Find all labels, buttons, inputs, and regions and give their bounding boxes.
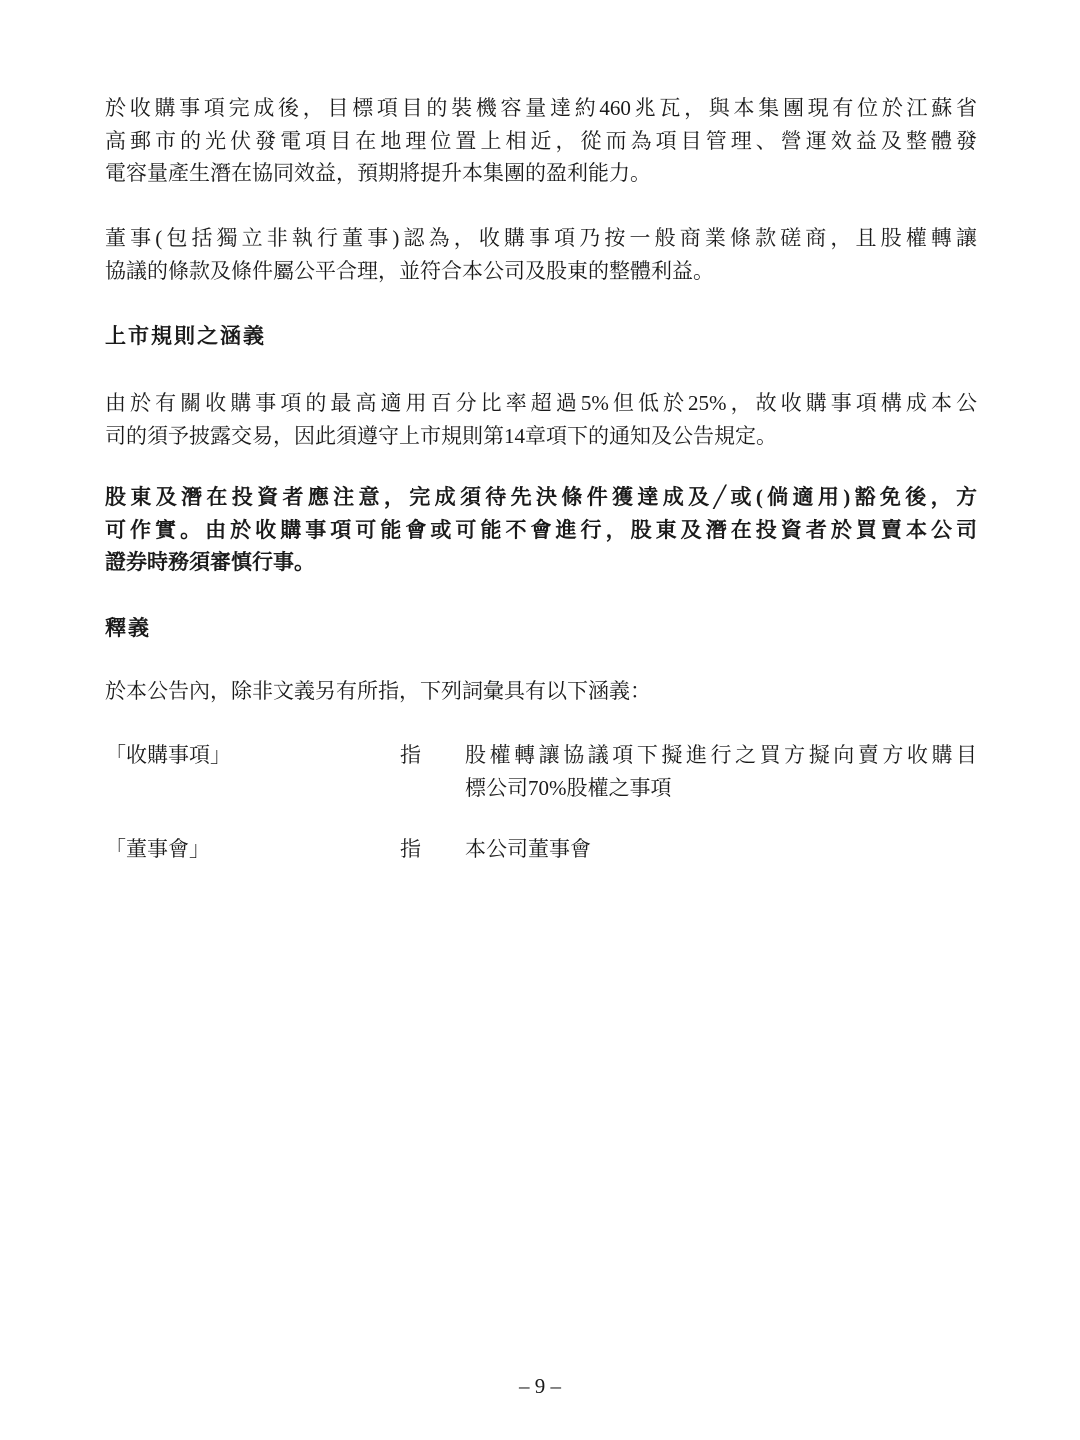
text-line: 於本公告內，除非文義另有所指，下列詞彙具有以下涵義： xyxy=(105,679,651,703)
definition-text: 標公司70%股權之事項 xyxy=(465,775,672,800)
page-number: – 9 – xyxy=(519,1374,561,1398)
paragraph-directors-view xyxy=(105,222,977,287)
warning-paragraph xyxy=(105,481,977,579)
text-line: 高郵市的光伏發電項目在地理位置上相近，從而為項目管理、營運效益及整體發 xyxy=(105,128,977,153)
paragraph-synergy xyxy=(105,92,977,190)
definition-text: 本公司董事會 xyxy=(465,837,591,861)
definition-separator: 指 xyxy=(400,743,421,767)
definition-separator: 指 xyxy=(400,837,421,861)
text-line: 董事(包括獨立非執行董事)認為，收購事項乃按一般商業條款磋商，且股權轉讓 xyxy=(105,226,977,250)
section-heading-definitions xyxy=(105,612,977,645)
definition-term: 「董事會」 xyxy=(105,837,210,861)
heading-text: 釋義 xyxy=(105,616,151,640)
definition-term: 「收購事項」 xyxy=(105,743,231,767)
definition-text: 股權轉讓協議項下擬進行之買方擬向賣方收購目 xyxy=(465,743,977,767)
paragraph-definitions-intro xyxy=(105,675,977,708)
text-line: 司的須予披露交易，因此須遵守上市規則第14章項下的通知及公告規定。 xyxy=(105,423,777,448)
text-line: 可作實。由於收購事項可能會或可能不會進行，股東及潛在投資者於買賣本公司 xyxy=(105,517,977,542)
heading-text: 上市規則之涵義 xyxy=(105,324,266,348)
definition-row xyxy=(0,833,1080,868)
paragraph-listing-rules xyxy=(105,387,977,452)
text-line: 股東及潛在投資者應注意，完成須待先決條件獲達成及╱或(倘適用)豁免後，方 xyxy=(105,485,977,509)
text-line: 由於有關收購事項的最高適用百分比率超過5%但低於25%，故收購事項構成本公 xyxy=(105,391,977,415)
section-heading-listing-rules xyxy=(105,320,977,353)
text-line: 證券時務須審慎行事。 xyxy=(105,550,315,574)
text-line: 協議的條款及條件屬公平合理，並符合本公司及股東的整體利益。 xyxy=(105,258,714,283)
text-line: 電容量產生潛在協同效益，預期將提升本集團的盈利能力。 xyxy=(105,161,651,185)
definition-row xyxy=(0,739,1080,809)
text-line: 於收購事項完成後，目標項目的裝機容量達約460兆瓦，與本集團現有位於江蘇省 xyxy=(105,96,977,120)
